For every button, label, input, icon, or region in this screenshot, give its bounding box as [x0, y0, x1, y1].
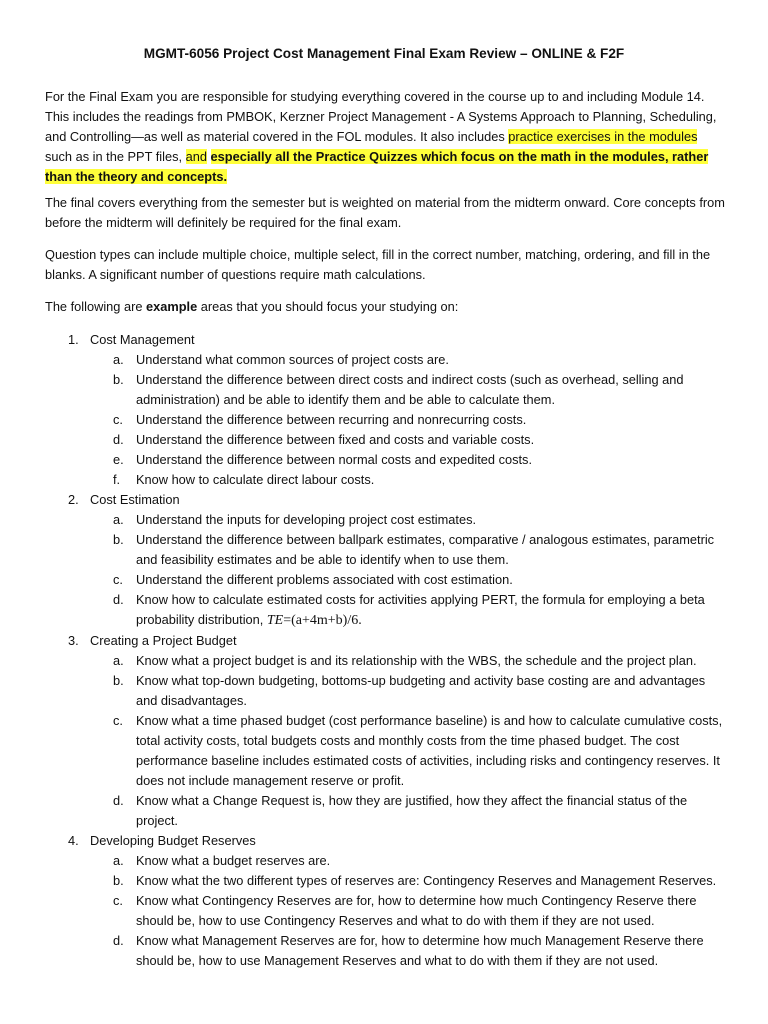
list-item: [0, 590, 768, 631]
focus-intro-text: The following are: [45, 299, 147, 314]
formula-lhs: TE: [266, 613, 284, 628]
item-letter: d.: [113, 592, 124, 607]
item-letter: d.: [113, 793, 124, 808]
document-title: MGMT-6056 Project Cost Management Final Exam Review – ONLINE & F2F: [143, 46, 625, 61]
formula-rhs: =(a+4m+b)/6.: [283, 613, 362, 628]
list-item: [0, 510, 768, 530]
item-text: Know how to calculate direct labour costs.: [136, 472, 375, 487]
section-number: 2.: [68, 492, 79, 507]
focus-areas-intro: [45, 297, 725, 317]
intro-text-3: [207, 149, 211, 164]
item-text: Know what a time phased budget (cost performance baseline) is and how to calculate cumulative costs, total activity costs, total budgets costs and monthly costs from the time phased budget. The cost performance baseline includes estimated costs of activities, including risks and contingency reserves. It does not include management reserve or profit.: [136, 713, 723, 788]
item-letter: b.: [113, 873, 124, 888]
item-text: Know what a project budget is and its relationship with the WBS, the schedule and the project plan.: [136, 653, 697, 668]
list-item: [0, 651, 768, 671]
list-item: [0, 370, 768, 410]
section-title: Creating a Project Budget: [90, 633, 237, 648]
item-text: Know what the two different types of reserves are: Contingency Reserves and Management Reserves.: [136, 873, 717, 888]
item-letter: a.: [113, 653, 124, 668]
item-text: Understand the difference between normal costs and expedited costs.: [136, 452, 532, 467]
list-item: [0, 410, 768, 430]
list-item: [0, 470, 768, 490]
list-item: [0, 671, 768, 711]
item-letter: e.: [113, 452, 124, 467]
item-letter: b.: [113, 673, 124, 688]
item-text: Know what Contingency Reserves are for, how to determine how much Contingency Reserve there should be, how to use Contingency Reserves and what to do with them if they are not used.: [136, 893, 697, 928]
item-text: Understand what common sources of project costs are.: [136, 352, 449, 367]
item-text: Understand the difference between direct costs and indirect costs (such as overhead, selling and administration) and be able to identify them and be able to calculate them.: [136, 372, 684, 407]
item-letter: c.: [113, 412, 123, 427]
item-letter: a.: [113, 512, 124, 527]
list-item: [0, 570, 768, 590]
list-item: [0, 350, 768, 370]
pert-formula: [267, 613, 362, 628]
item-text: Know what a Change Request is, how they are justified, how they affect the financial status of the project.: [136, 793, 688, 828]
focus-intro-tail: areas that you should focus your studying on:: [197, 299, 459, 314]
section-heading: [0, 330, 768, 350]
list-item: [0, 530, 768, 570]
list-item: [0, 871, 768, 891]
item-text: Know what a budget reserves are.: [136, 853, 331, 868]
item-letter: c.: [113, 893, 123, 908]
item-letter: a.: [113, 853, 124, 868]
section-title: Cost Estimation: [90, 492, 180, 507]
list-item: [0, 430, 768, 450]
list-item: [0, 851, 768, 871]
list-item: [0, 711, 768, 791]
study-section: [0, 831, 768, 971]
highlight-practice-quizzes: especially all the Practice Quizzes which focus on the math in the modules, rather than the theory and concepts.: [45, 149, 709, 184]
section-title: Cost Management: [90, 332, 195, 347]
list-item: [0, 791, 768, 831]
list-item: [0, 931, 768, 971]
item-text: Understand the difference between fixed and costs and variable costs.: [136, 432, 535, 447]
intro-paragraph: [45, 87, 725, 187]
section-heading: [0, 631, 768, 651]
section-heading: [0, 490, 768, 510]
intro-text-2: such as in the PPT files,: [45, 149, 186, 164]
item-letter: d.: [113, 933, 124, 948]
study-section: [0, 330, 768, 490]
item-text: Understand the inputs for developing project cost estimates.: [136, 512, 477, 527]
list-item: [0, 891, 768, 931]
study-section: [0, 631, 768, 831]
intro-text-1: For the Final Exam you are responsible for studying everything covered in the course up to and including Module 14. This includes the readings from PMBOK, Kerzner Project Management - A Systems Approach to Planning, Scheduling, and Controlling—as well as material covered in the FOL modules. It also includes: [45, 89, 717, 144]
question-types-paragraph: Question types can include multiple choice, multiple select, fill in the correct number, matching, ordering, and fill in the blanks. A significant number of questions require math calculations.: [45, 247, 711, 282]
item-text: Understand the different problems associated with cost estimation.: [136, 572, 513, 587]
section-number: 3.: [68, 633, 79, 648]
item-letter: c.: [113, 572, 123, 587]
section-number: 4.: [68, 833, 79, 848]
highlight-and: and: [185, 149, 207, 164]
item-text: Know what Management Reserves are for, how to determine how much Management Reserve there should be, how to use Management Reserves and what to do with them if they are not used.: [136, 933, 704, 968]
focus-intro-bold: example: [146, 299, 198, 314]
item-text: Know what top-down budgeting, bottoms-up budgeting and activity base costing are and advantages and disadvantages.: [136, 673, 706, 708]
study-areas-list: [0, 330, 768, 971]
item-letter: a.: [113, 352, 124, 367]
item-letter: c.: [113, 713, 123, 728]
weighting-paragraph: The final covers everything from the semester but is weighted on material from the midterm onward. Core concepts from before the midterm will definitely be required for the final exam.: [45, 195, 725, 230]
list-item: [0, 450, 768, 470]
item-letter: b.: [113, 532, 124, 547]
item-text: Understand the difference between recurring and nonrecurring costs.: [136, 412, 527, 427]
study-section: [0, 490, 768, 631]
section-number: 1.: [68, 332, 79, 347]
item-letter: d.: [113, 432, 124, 447]
item-letter: b.: [113, 372, 124, 387]
item-text: Know how to calculate estimated costs for activities applying PERT, the formula for employing a beta probability distribution,: [136, 592, 705, 627]
section-title: Developing Budget Reserves: [90, 833, 256, 848]
section-heading: [0, 831, 768, 851]
item-text: Understand the difference between ballpark estimates, comparative / analogous estimates, parametric and feasibility estimates and be able to identify when to use them.: [136, 532, 715, 567]
highlight-practice-exercises: practice exercises in the modules: [508, 129, 698, 144]
item-letter: f.: [113, 472, 121, 487]
